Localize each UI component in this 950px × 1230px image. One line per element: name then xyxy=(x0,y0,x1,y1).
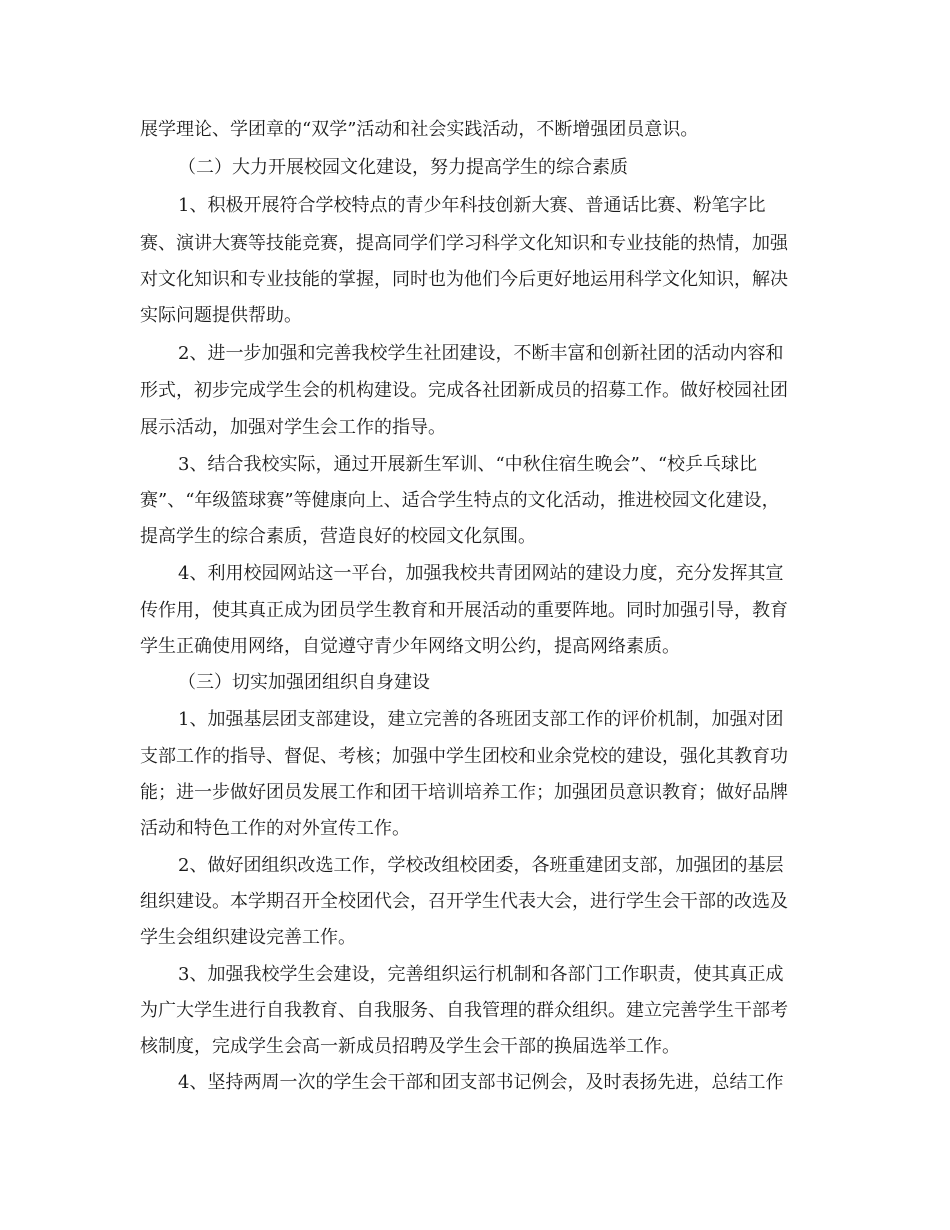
body-text-line: 实际问题提供帮助。 xyxy=(140,305,302,326)
body-text-line: 提高学生的综合素质，营造良好的校园文化氛围。 xyxy=(140,526,536,547)
body-text-line: 对文化知识和专业技能的掌握，同时也为他们今后更好地运用科学文化知识，解决 xyxy=(140,269,788,290)
body-text-line: 学生会组织建设完善工作。 xyxy=(140,927,356,948)
body-text-line: 组织建设。本学期召开全校团代会，召开学生代表大会，进行学生会干部的改选及 xyxy=(140,891,788,912)
body-text-line: 3、结合我校实际，通过开展新生军训、“中秋住宿生晚会”、“校乒乓球比 xyxy=(178,454,758,475)
body-text-line: 学生正确使用网络，自觉遵守青少年网络文明公约，提高网络素质。 xyxy=(140,636,680,657)
body-text-line: 核制度，完成学生会高一新成员招聘及学生会干部的换届选举工作。 xyxy=(140,1036,680,1057)
body-text-line: 2、进一步加强和完善我校学生社团建设，不断丰富和创新社团的活动内容和 xyxy=(178,343,784,364)
body-text-line: 3、加强我校学生会建设，完善组织运行机制和各部门工作职责，使其真正成 xyxy=(178,964,784,985)
body-text-line: 传作用，使其真正成为团员学生教育和开展活动的重要阵地。同时加强引导，教育 xyxy=(140,600,788,621)
body-text-line: 支部工作的指导、督促、考核；加强中学生团校和业余党校的建设，强化其教育功 xyxy=(140,746,788,767)
body-text-line: 赛”、“年级篮球赛”等健康向上、适合学生特点的文化活动，推进校园文化建设， xyxy=(140,490,780,511)
section-heading: （三）切实加强团组织自身建设 xyxy=(178,672,430,693)
body-text-line: 为广大学生进行自我教育、自我服务、自我管理的群众组织。建立完善学生干部考 xyxy=(140,1000,788,1021)
section-heading: （二）大力开展校园文化建设，努力提高学生的综合素质 xyxy=(178,157,628,178)
body-text-line: 活动和特色工作的对外宣传工作。 xyxy=(140,818,410,839)
body-text-line: 4、利用校园网站这一平台，加强我校共青团网站的建设力度，充分发挥其宣 xyxy=(178,563,784,584)
body-text-line: 展学理论、学团章的“双学”活动和社会实践活动，不断增强团员意识。 xyxy=(140,119,699,140)
body-text-line: 1、积极开展符合学校特点的青少年科技创新大赛、普通话比赛、粉笔字比 xyxy=(178,195,766,216)
body-text-line: 能；进一步做好团员发展工作和团干培训培养工作；加强团员意识教育；做好品牌 xyxy=(140,782,788,803)
body-text-line: 展示活动，加强对学生会工作的指导。 xyxy=(140,417,446,438)
body-text-line: 2、做好团组织改选工作，学校改组校团委，各班重建团支部，加强团的基层 xyxy=(178,855,784,876)
body-text-line: 1、加强基层团支部建设，建立完善的各班团支部工作的评价机制，加强对团 xyxy=(178,709,784,730)
body-text-line: 形式，初步完成学生会的机构建设。完成各社团新成员的招募工作。做好校园社团 xyxy=(140,380,788,401)
body-text-line: 4、坚持两周一次的学生会干部和团支部书记例会，及时表扬先进，总结工作 xyxy=(178,1072,784,1093)
body-text-line: 赛、演讲大赛等技能竞赛，提高同学们学习科学文化知识和专业技能的热情，加强 xyxy=(140,233,788,254)
